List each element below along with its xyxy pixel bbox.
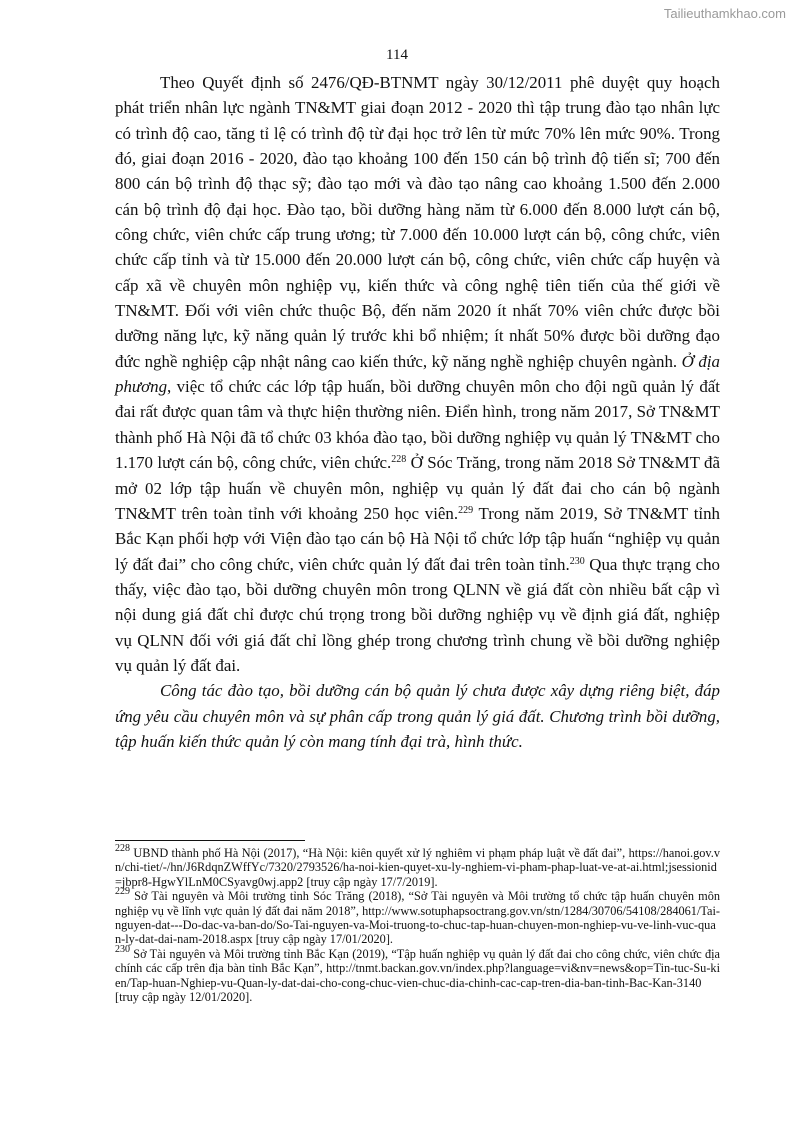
footnote-ref-230[interactable]: 230 <box>569 555 585 567</box>
footnote-text: Sở Tài nguyên và Môi trường tỉnh Bắc Kạn (2019), “Tập huấn nghiệp vụ quản lý đất đai cho công chức, viên chức địa chính các cấp trên địa bàn tỉnh Bắc Kạn”, <box>115 946 720 976</box>
footnotes <box>115 843 720 1005</box>
italic-label: Ở địa phương <box>115 351 720 397</box>
paragraph-seg-3: , việc tổ chức các lớp tập huấn, bồi dưỡng chuyên môn cho đội ngũ quản lý đất đai rất được quan tâm và thực hiện thường niên. Điển hình, trong năm 2017, Sở TN&MT thành phố Hà Nội đã tổ chức 03 khóa đào tạo, bồi dưỡng nghiệp vụ quản lý TN&MT cho 1.170 lượt cán bộ, công chức, viên chức. <box>115 377 720 473</box>
footnote-separator <box>115 840 305 841</box>
italic-paragraph-text: Công tác đào tạo, bồi dưỡng cán bộ quản lý chưa được xây dựng riêng biệt, đáp ứng yêu cầu chuyên môn và sự phân cấp trong quản lý giá đất. Chương trình bồi dưỡng, tập huấn kiến thức quản lý còn mang tính đại trà, hình thức. <box>115 681 720 751</box>
footnote-link[interactable]: https://hanoi.gov.vn/chi-tiet/-/hn/J6RdqnZWffYc/7320/2793526/ha-noi-kien-quyet-xu-ly-nghiem-vi-pham-phap-luat-ve-at-ai.html;jsessionid=jbpr8-HgwYlLnM0CSyavg0wj.app2 <box>115 846 720 889</box>
footnote-229 <box>115 886 720 947</box>
footnote-ref-229[interactable]: 229 <box>458 504 474 516</box>
footnote-text: Sở Tài nguyên và Môi trường tỉnh Sóc Trăng (2018), “Sở Tài nguyên và Môi trường tổ chức tập huấn chuyên môn nghiệp vụ về lĩnh vực quản lý đất đai năm 2018”, <box>115 889 720 918</box>
footnote-access-date: [truy cập ngày 17/7/2019]. <box>303 874 438 889</box>
footnote-link[interactable]: http://www.sotuphapsoctrang.gov.vn/stn/1284/30706/54108/284061/Tai-nguyen-dat---Do-dac-va-ban-do/So-Tai-nguyen-va-Moi-truong-to-chuc-tap-huan-chuyen-mon-nghiep-vu-ve-linh-vuc-quan-ly-dat-dai-nam-2018.aspx <box>115 903 720 947</box>
body-text <box>115 70 720 754</box>
footnote-access-date: [truy cập ngày 12/01/2020]. <box>115 990 253 1005</box>
footnote-number: 229 <box>115 886 130 898</box>
paragraph-seg-1: Theo Quyết định số 2476/QĐ-BTNMT ngày 30/12/2011 phê duyệt quy hoạch phát triển nhân lực ngành TN&MT giai đoạn 2012 - 2020 thì tập trung đào tạo nhân lực có trình độ cao, tăng tỉ lệ có trình độ từ đại học trở lên từ mức 70% lên mức 90%. Trong đó, giai đoạn 2016 - 2020 <box>115 73 720 169</box>
footnote-228 <box>115 843 720 889</box>
footnote-number: 228 <box>115 843 130 854</box>
paragraph-italic <box>115 678 720 754</box>
footnote-ref-228[interactable]: 228 <box>391 454 407 466</box>
watermark: Tailieuthamkhao.com <box>663 6 786 21</box>
paragraph-seg-4: Ở Sóc Trăng, trong năm 2018 Sở TN&MT đã mở 02 lớp tập huấn về chuyên môn, nghiệp vụ quản lý đất đai cho cán bộ ngành TN&MT trên toàn tỉnh với khoảng 250 học viên. <box>115 453 720 523</box>
footnote-text: UBND thành phố Hà Nội (2017), “Hà Nội: kiên quyết xử lý nghiêm vi phạm pháp luật về đất đai”, <box>130 846 629 860</box>
paragraph-seg-5: Trong năm 2019, Sở TN&MT tỉnh Bắc Kạn phối hợp với Viện đào tạo cán bộ Hà Nội tổ chức lớp tập huấn “nghiệp vụ quản lý đất đai” cho công chức, viên chức quản lý đất đai trên toàn tỉnh. <box>115 503 721 574</box>
footnote-230 <box>115 943 720 1005</box>
footnote-link[interactable]: http://tnmt.backan.gov.vn/index.php?language=vi&nv=news&op=Tin-tuc-Su-kien/Tap-huan-Nghiep-vu-Quan-ly-dat-dai-cho-cong-chuc-vien-chuc-dia-chinh-cac-cap-tren-dia-ban-tinh-Bac-Kan-3140 <box>115 961 720 990</box>
paragraph-main <box>115 70 720 678</box>
footnote-access-date: [truy cập ngày 17/01/2020]. <box>252 932 393 947</box>
paragraph-seg-2: , đào tạo khoảng 100 đến 150 cán bộ trình độ tiến sĩ; 700 đến 800 cán bộ trình độ thạc sỹ; đào tạo mới và đào tạo nâng cao khoảng 1.500 đến 2.000 cán bộ trình độ đại học. Đào tạo, bồi dưỡng hàng năm từ 6.000 đến 8.000 lượt cán bộ, công chức, viên chức cấp trung ương; từ 7.000 đến 10.000 lượt cán bộ, công chức, viên chức cấp tỉnh và từ 15.000 đến 20.000 lượt cán bộ, công chức, viên chức cấp huyện và cấp xã về chuyên môn nghiệp vụ, kiến thức và công nghệ tiên tiến của thế giới về TN&MT. Đối với viên chức thuộc Bộ, đến năm 2020 ít nhất 70% viên chức được bồi dưỡng năng lực, kỹ năng quản lý trước khi bổ nhiệm; ít nhất 50% được bồi dưỡng đạo đức nghề nghiệp cập nhật nâng cao kiến thức, kỹ năng nghề nghiệp chuyên ngành. <box>115 149 721 371</box>
paragraph-seg-6: Qua thực trạng cho thấy, việc đào tạo, bồi dưỡng chuyên môn trong QLNN về giá đất còn nhiều bất cập vì nội dung giá đất chỉ được chú trọng trong bồi dưỡng nghiệp vụ về định giá đất, nghiệp vụ QLNN đối với giá đất chỉ lồng ghép trong chương trình chung về bồi dưỡng nghiệp vụ quản lý đất đai. <box>115 554 720 675</box>
page-number: 114 <box>386 47 408 63</box>
footnote-number: 230 <box>115 943 130 955</box>
